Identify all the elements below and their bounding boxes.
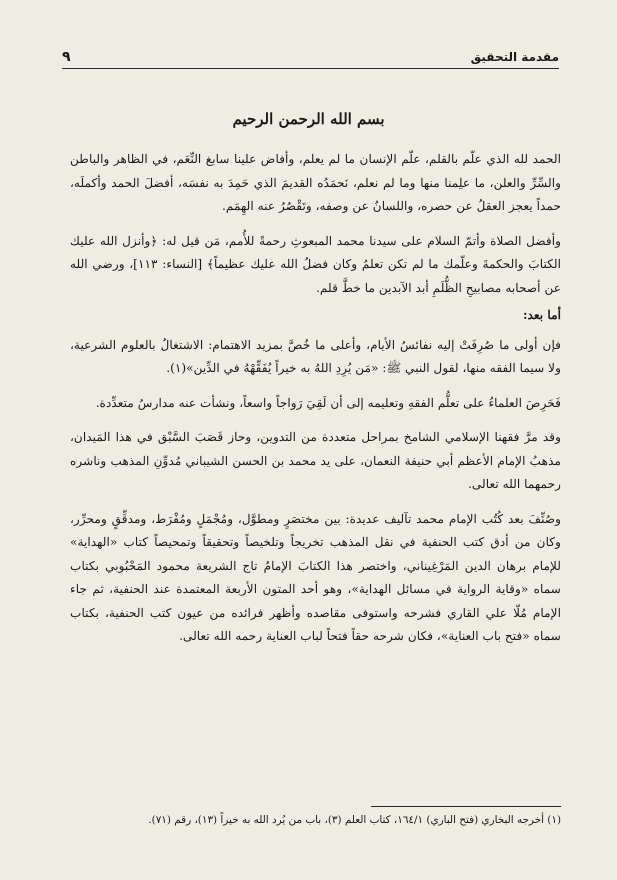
body-text (70, 148, 561, 660)
paragraph-hanafi-madhhab: وقد مرَّ فقهنا الإسلامي الشامخ بمراحل متعددة من التدوين، وحاز قَصَبَ السَّبْق في هذا المَيدان، مذهبُ الإمام الأعظم أبي حنيفة النعمان، على يد محمد بن الحسن الشيباني مُدوِّنِ المذهب وناشره رحمهما الله تعالى. (70, 430, 561, 491)
page-number: ٩ (62, 49, 71, 65)
paragraph-hamd: الحمد لله الذي علّم بالقلم، علّم الإنسان ما لم يعلم، وأفاض علينا سابغ النِّعَم، في الظاهر والباطن والسِّرِّ والعلن، ما علِمنا منها وما لم نعلم، نَحمَدُه القديمَ الذي حَمِدَ به نفسَه، أفضلَ الحمد وأكملَه، حمداً يعجز العقلُ عن حصره، واللسانُ عن وصفه، وتَقْصُرُ عنه الهِمَم. (70, 152, 561, 213)
footnote-divider (371, 806, 561, 807)
footnote: (١) أخرجه البخاري (فتح الباري) ١٦٤/١، كتاب العلم (٣)، باب من يُرد الله به خيراً (١٣)، رقم (٧١). (148, 814, 561, 826)
paragraph-amma-bad: أما بعد: (522, 308, 561, 322)
paragraph-fiqh-importance: فإن أولى ما صُرِفَتْ إليه نفائسُ الأيام، وأعلى ما خُصَّ بمزيد الاهتمام: الاشتغالُ بالعلوم الشرعية، ولا سيما الفقه منها، لقول النبي ﷺ: «مَن يُرِدِ اللهُ به خيراً يُفَقِّهْهُ في الدِّين»(١). (70, 337, 561, 375)
paragraph-salat: وأفضل الصلاة وأتمّ السلام على سيدنا محمد المبعوثِ رحمةً للأُمم، مَن قيل له: ﴿وأنزل الله عليك الكتابَ والحكمةَ وعلّمك ما لم تكن تعلمُ وكان فضلُ الله عليك عظيماً﴾ [النساء: ١١٣]، ورضي الله عن أصحابه مصابيحِ الظُّلَمِ أبد الآبدين ما خطَّ قلم. (70, 233, 561, 295)
running-header (62, 44, 559, 69)
basmala-title: بسم الله الرحمن الرحيم (232, 110, 385, 128)
paragraph-books: وصُنِّفَ بعد كُتُب الإمام محمد تآليف عديدة: بين مختصَرٍ ومطوَّل، ومُجْمَلٍ ومُفْرَط، ومدقِّقٍ ومحرِّر، وكان من أدق كتب الحنفية في نقل المذهب تخريجاً وتلخيصاً وتحقيقاً وتمحيصاً كتاب «الهداية» للإمام برهان الدين المَرْغِيناني، واختصر هذا الكتابَ الإمامُ تاج الشريعة محمود المَحْبُوبي بكتاب سماه «وقاية الرواية في مسائل الهداية»، وهو أحد المتون الأربعة المعتمدة عند الحنفية، ثم جاء الإمام مُلّا علي القاري فشرحه واستوفى مقاصده وأظهر فرائده من عيون كتب الحنفية، بكتاب سماه «فتح باب العناية»، فكان شرحه حقاً فتحاً لباب العناية رحمه الله تعالى. (70, 511, 561, 643)
section-title: مقدمة التحقيق (470, 50, 559, 64)
paragraph-ulama: فَحَرِصَ العلماءُ على تعلُّم الفقهِ وتعليمه إلى أن لَقِيَ رَواجاً واسعاً، ونشأت عنه مدارسُ متعدِّدة. (95, 395, 561, 410)
